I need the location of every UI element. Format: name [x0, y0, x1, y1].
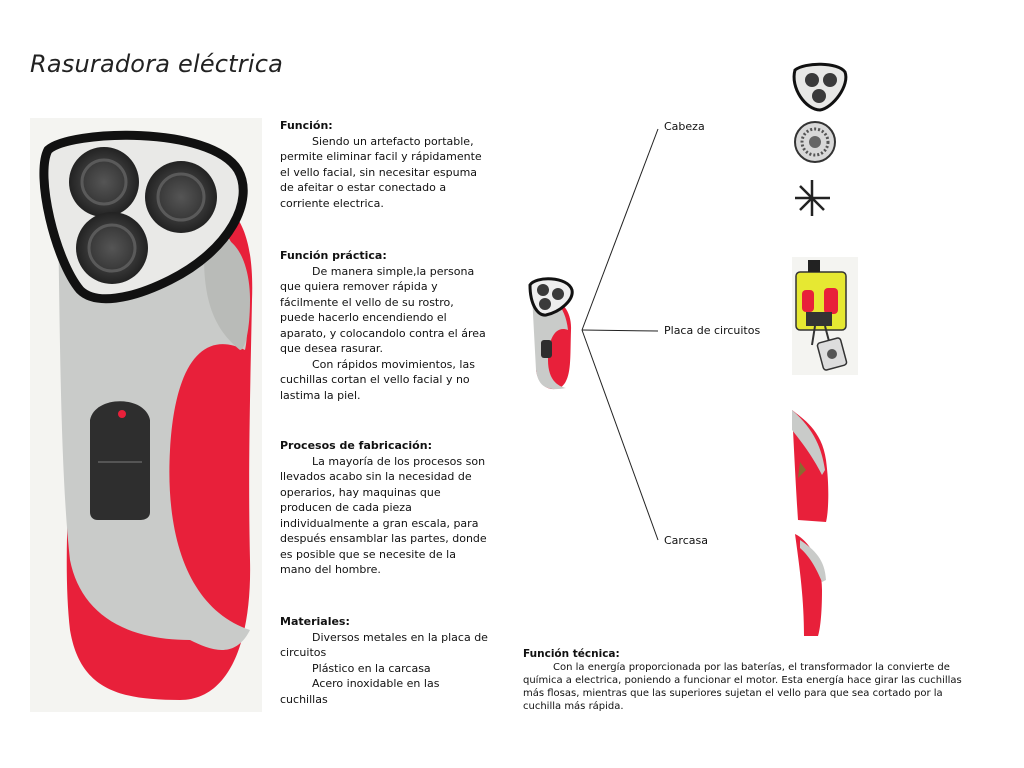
section-function	[280, 118, 490, 211]
section-heading: Procesos de fabricación:	[280, 439, 432, 452]
circuit-board-part	[792, 257, 858, 375]
label-circuit-board: Placa de circuitos	[664, 324, 761, 337]
diagram-connectors	[582, 129, 658, 540]
power-indicator-icon	[118, 410, 126, 418]
blade-icon	[145, 161, 217, 233]
label-housing: Carcasa	[664, 534, 708, 547]
section-paragraph: De manera simple,la persona que quiera remover rápida y fácilmente el vello de su rostro, puede hacerlo encendiendo el aparato, y colocandolo contra el área que desea rasurar.	[280, 264, 486, 355]
section-paragraph: Con rápidos movimientos, las cuchillas cortan el vello facial y no lastima la piel.	[280, 357, 475, 402]
section-manufacturing	[280, 438, 490, 578]
section-paragraph: Plástico en la carcasa	[312, 661, 431, 675]
technical-text: Con la energía proporcionada por las baterías, el transformador la convierte de química a electrica, poniendo a funcionar el motor. Esta energía hace girar las cuchillas más flosas, mientras que las superiores sujetan el vello para que sea cortado por la cuchilla más rápida.	[523, 662, 962, 712]
housing-part-bottom	[795, 534, 826, 636]
blade-icon	[76, 212, 148, 284]
blade-disc-part	[795, 122, 835, 162]
technical-heading: Función técnica:	[523, 648, 620, 660]
section-paragraph: Siendo un artefacto portable, permite eliminar facil y rápidamente el vello facial, sin necesitar espuma de afeitar o estar conectado a corriente electrica.	[280, 134, 482, 210]
blade-icon	[69, 147, 139, 217]
section-paragraph: Acero inoxidable en las cuchillas	[280, 677, 440, 706]
page-title: Rasuradora eléctrica	[30, 50, 284, 78]
head-cover-part	[794, 64, 846, 110]
technical-function	[523, 648, 973, 713]
section-heading: Función:	[280, 119, 333, 132]
section-paragraph: La mayoría de los procesos son llevados acabo sin la necesidad de operarios, hay maquinas que producen de cada pieza individualmente a gran escala, para después ensamblar las partes, donde es posible que se necesite de la mano del hombre.	[280, 454, 487, 576]
diagram-shaver	[530, 279, 572, 389]
cutter-part	[795, 180, 830, 216]
section-heading: Función práctica:	[280, 249, 387, 262]
label-head: Cabeza	[664, 120, 705, 133]
section-heading: Materiales:	[280, 615, 350, 628]
power-switch	[90, 401, 150, 520]
section-paragraph: Diversos metales en la placa de circuitos	[280, 630, 488, 659]
section-practical-function	[280, 248, 490, 403]
section-materials	[280, 614, 490, 707]
housing-part-top	[792, 410, 828, 522]
